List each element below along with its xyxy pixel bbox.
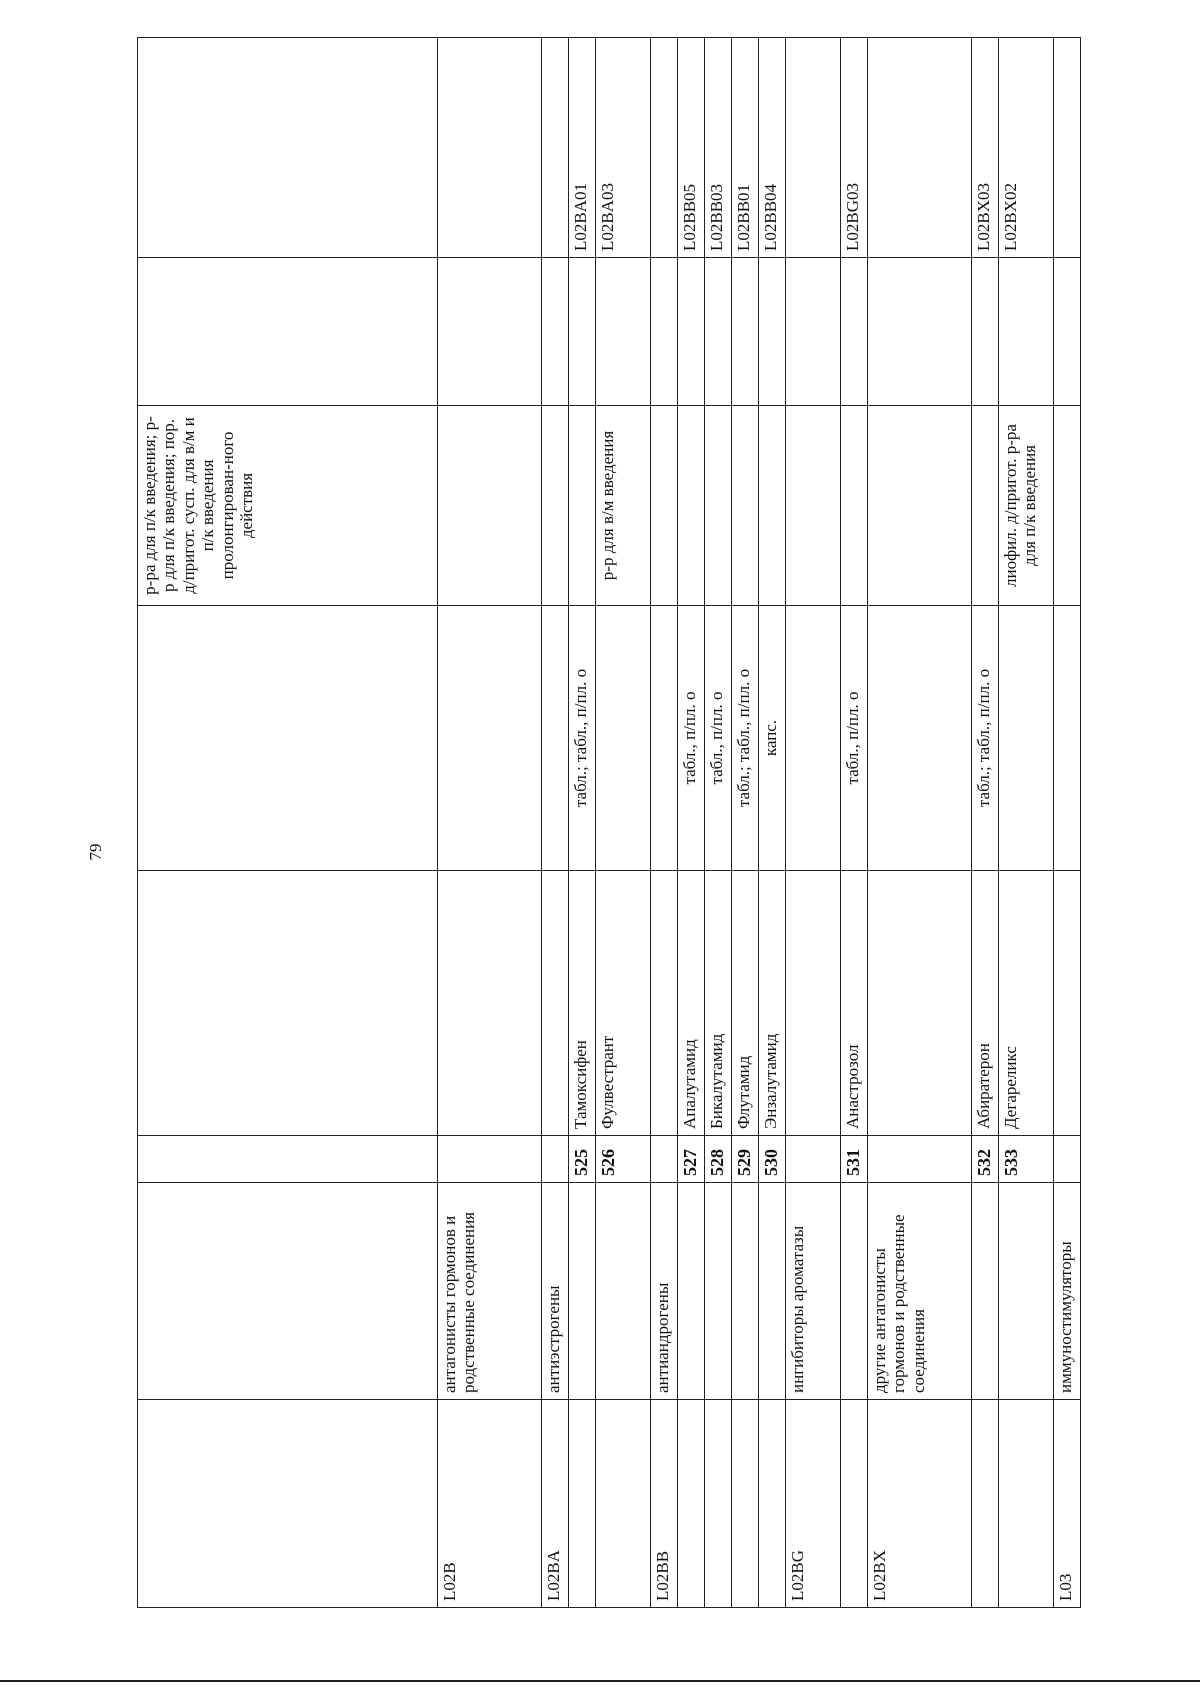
atc-group-code-cell [999,1400,1054,1608]
drug-name-cell [1054,871,1081,1136]
dosage-form-alt-cell [651,406,678,606]
empty-cell [542,258,569,406]
dosage-form-alt-cell: р-ра для п/к введения; р-р для п/к введения; пор. д/пригот. сусп. для в/м и п/к введения пролонгирован-ного действия [138,406,438,606]
item-number-cell: 531 [841,1136,868,1183]
table-row [569,38,596,1608]
dosage-form-alt-cell [732,406,759,606]
group-name-cell: антиандрогены [651,1183,678,1400]
atc-code-cell [651,38,678,258]
item-number-cell: 533 [999,1136,1054,1183]
atc-group-code-cell [732,1400,759,1608]
drug-name-cell: Анастрозол [841,871,868,1136]
atc-group-code-cell [759,1400,786,1608]
group-name-cell: другие антагонисты гормонов и родственные соединения [868,1183,972,1400]
drug-name-cell: Фулвестрант [596,871,651,1136]
drug-name-cell: Энзалутамид [759,871,786,1136]
dosage-form-cell: табл., п/пл. о [841,606,868,871]
atc-group-code-cell [705,1400,732,1608]
atc-group-code-cell: L02BB [651,1400,678,1608]
dosage-form-cell: табл.; табл., п/пл. о [972,606,999,871]
empty-cell [759,258,786,406]
drug-name-cell [138,871,438,1136]
empty-cell [651,258,678,406]
empty-cell [972,258,999,406]
dosage-form-cell [868,606,972,871]
atc-code-cell [1054,38,1081,258]
bottom-rule [0,1680,1200,1682]
group-name-cell [705,1183,732,1400]
atc-code-cell: L02BX03 [972,38,999,258]
group-name-cell [972,1183,999,1400]
table-row [596,38,651,1608]
item-number-cell [138,1136,438,1183]
atc-group-code-cell [596,1400,651,1608]
atc-code-cell: L02BG03 [841,38,868,258]
atc-code-cell [542,38,569,258]
table-row [841,38,868,1608]
dosage-form-alt-cell: лиофил. д/пригот. р-ра для п/к введения [999,406,1054,606]
drug-name-cell: Тамоксифен [569,871,596,1136]
empty-cell [868,258,972,406]
drug-name-cell [786,871,841,1136]
group-name-cell [138,1183,438,1400]
empty-cell [786,258,841,406]
dosage-form-cell [542,606,569,871]
item-number-cell: 526 [596,1136,651,1183]
empty-cell [705,258,732,406]
table-row [732,38,759,1608]
table-row [868,38,972,1608]
dosage-form-alt-cell [438,406,542,606]
table-row [972,38,999,1608]
empty-cell [678,258,705,406]
atc-group-code-cell: L02BA [542,1400,569,1608]
group-name-cell: антагонисты гормонов и родственные соединения [438,1183,542,1400]
drug-name-cell: Абиратерон [972,871,999,1136]
drug-register-table [137,37,1081,1608]
table-row [1054,38,1081,1608]
atc-code-cell: L02BB01 [732,38,759,258]
table-row [438,38,542,1608]
dosage-form-cell [651,606,678,871]
atc-group-code-cell: L03 [1054,1400,1081,1608]
atc-code-cell [438,38,542,258]
table-body [138,38,1081,1608]
atc-group-code-cell: L02B [438,1400,542,1608]
dosage-form-cell: табл.; табл., п/пл. о [732,606,759,871]
dosage-form-cell [138,606,438,871]
atc-code-cell: L02BB03 [705,38,732,258]
drug-name-cell: Флутамид [732,871,759,1136]
dosage-form-alt-cell [868,406,972,606]
atc-group-code-cell: L02BX [868,1400,972,1608]
atc-code-cell: L02BB04 [759,38,786,258]
drug-name-cell: Апалутамид [678,871,705,1136]
atc-group-code-cell [841,1400,868,1608]
drug-name-cell [542,871,569,1136]
dosage-form-alt-cell [569,406,596,606]
dosage-form-cell: капс. [759,606,786,871]
dosage-form-alt-cell [678,406,705,606]
group-name-cell: иммуностимуляторы [1054,1183,1081,1400]
empty-cell [841,258,868,406]
drug-name-cell [651,871,678,1136]
atc-group-code-cell: L02BG [786,1400,841,1608]
group-name-cell [678,1183,705,1400]
item-number-cell: 525 [569,1136,596,1183]
table-row [759,38,786,1608]
item-number-cell: 527 [678,1136,705,1183]
item-number-cell: 528 [705,1136,732,1183]
table-row [786,38,841,1608]
empty-cell [596,258,651,406]
rotated-table-wrapper [137,38,1075,1608]
drug-name-cell [438,871,542,1136]
dosage-form-cell [999,606,1054,871]
atc-code-cell [786,38,841,258]
item-number-cell [438,1136,542,1183]
dosage-form-cell [1054,606,1081,871]
atc-code-cell [138,38,438,258]
empty-cell [999,258,1054,406]
group-name-cell [732,1183,759,1400]
table-row [705,38,732,1608]
dosage-form-cell [596,606,651,871]
group-name-cell [569,1183,596,1400]
atc-group-code-cell [678,1400,705,1608]
empty-cell [438,258,542,406]
dosage-form-alt-cell [542,406,569,606]
atc-group-code-cell [569,1400,596,1608]
dosage-form-alt-cell [1054,406,1081,606]
atc-code-cell: L02BX02 [999,38,1054,258]
item-number-cell [651,1136,678,1183]
group-name-cell [999,1183,1054,1400]
group-name-cell [596,1183,651,1400]
atc-code-cell: L02BB05 [678,38,705,258]
item-number-cell [868,1136,972,1183]
table-row [651,38,678,1608]
atc-code-cell: L02BA01 [569,38,596,258]
dosage-form-alt-cell [786,406,841,606]
group-name-cell: антиэстрогены [542,1183,569,1400]
empty-cell [1054,258,1081,406]
empty-cell [138,258,438,406]
atc-group-code-cell [138,1400,438,1608]
table-row [138,38,438,1608]
dosage-form-alt-cell [705,406,732,606]
item-number-cell [1054,1136,1081,1183]
page-number: 79 [86,843,105,861]
item-number-cell [786,1136,841,1183]
table-row [542,38,569,1608]
dosage-form-cell: табл., п/пл. о [678,606,705,871]
dosage-form-alt-cell [759,406,786,606]
dosage-form-alt-cell [841,406,868,606]
drug-name-cell: Бикалутамид [705,871,732,1136]
dosage-form-cell: табл., п/пл. о [705,606,732,871]
group-name-cell [841,1183,868,1400]
dosage-form-alt-cell [972,406,999,606]
group-name-cell: ингибиторы ароматазы [786,1183,841,1400]
item-number-cell: 529 [732,1136,759,1183]
dosage-form-alt-cell: р-р для в/м введения [596,406,651,606]
table-row [678,38,705,1608]
dosage-form-cell [786,606,841,871]
dosage-form-cell: табл.; табл., п/пл. о [569,606,596,871]
item-number-cell: 532 [972,1136,999,1183]
table-row [999,38,1054,1608]
dosage-form-cell [438,606,542,871]
atc-code-cell: L02BA03 [596,38,651,258]
empty-cell [569,258,596,406]
empty-cell [732,258,759,406]
drug-name-cell: Дегареликс [999,871,1054,1136]
item-number-cell: 530 [759,1136,786,1183]
item-number-cell [542,1136,569,1183]
group-name-cell [759,1183,786,1400]
atc-group-code-cell [972,1400,999,1608]
atc-code-cell [868,38,972,258]
drug-name-cell [868,871,972,1136]
